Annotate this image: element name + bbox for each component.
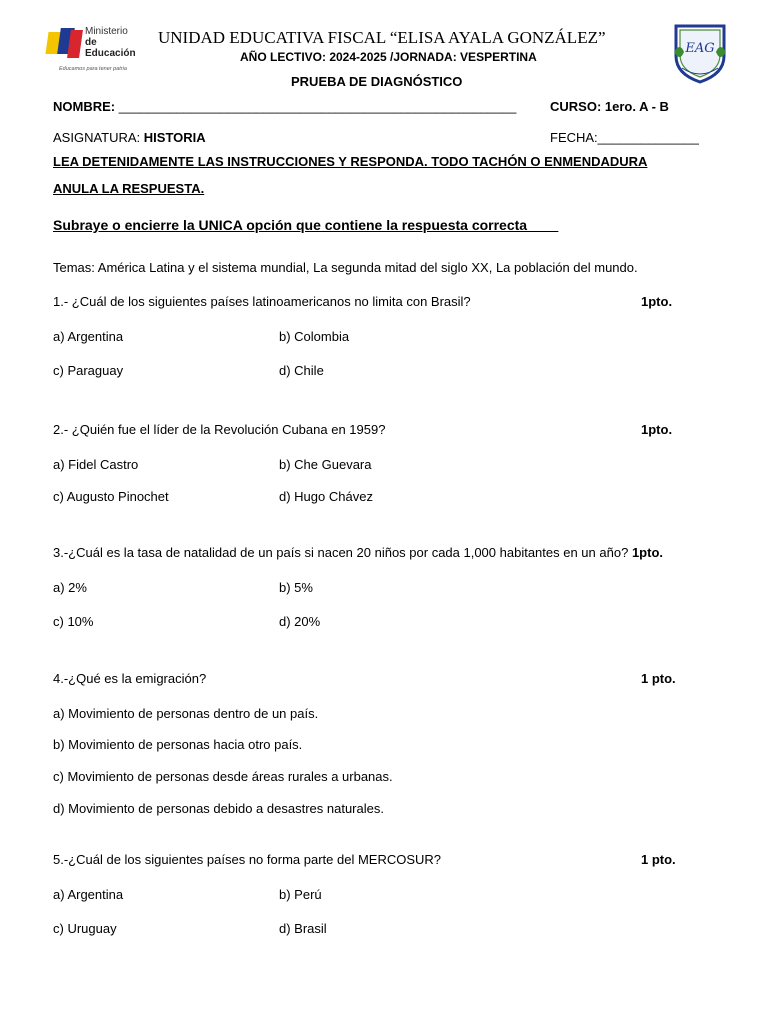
question-2-points: 1pto.: [641, 422, 673, 437]
temas-line: Temas: América Latina y el sistema mundial, La segunda mitad del siglo XX, La población del mundo.: [53, 260, 638, 275]
question-5-points: 1 pto.: [641, 852, 676, 867]
q4-option-d[interactable]: d) Movimiento de personas debido a desastres naturales.: [53, 801, 384, 816]
q4-option-c[interactable]: c) Movimiento de personas desde áreas rurales a urbanas.: [53, 769, 393, 784]
question-4: 4.-¿Qué es la emigración?: [53, 671, 207, 686]
ministerio-flag-icon: [47, 26, 81, 58]
q3-option-c[interactable]: c) 10%: [53, 614, 94, 629]
q3-option-a[interactable]: a) 2%: [53, 580, 87, 595]
logo-tagline: Educamos para tener patria: [59, 66, 127, 72]
logo-line-2: de Educación: [85, 37, 136, 59]
q1-option-a[interactable]: a) Argentina: [53, 329, 124, 344]
q5-option-d[interactable]: d) Brasil: [279, 921, 327, 936]
q5-option-a[interactable]: a) Argentina: [53, 887, 124, 902]
school-year: AÑO LECTIVO: 2024-2025 /JORNADA: VESPERTINA: [240, 50, 537, 64]
q2-option-d[interactable]: d) Hugo Chávez: [279, 489, 373, 504]
q4-option-a[interactable]: a) Movimiento de personas dentro de un país.: [53, 706, 319, 721]
question-2: 2.- ¿Quién fue el líder de la Revolución Cubana en 1959?: [53, 422, 386, 437]
q3-option-d[interactable]: d) 20%: [279, 614, 321, 629]
fecha-field[interactable]: FECHA:______________: [550, 130, 699, 145]
question-4-points: 1 pto.: [641, 671, 676, 686]
q1-option-c[interactable]: c) Paraguay: [53, 363, 124, 378]
instructions-line-1: LEA DETENIDAMENTE LAS INSTRUCCIONES Y RESPONDA. TODO TACHÓN O ENMENDADURA: [53, 154, 648, 169]
svg-text:EAG: EAG: [685, 41, 715, 56]
q5-option-b[interactable]: b) Perú: [279, 887, 322, 902]
school-crest-icon: [670, 22, 730, 84]
asignatura-label: ASIGNATURA:: [53, 130, 141, 145]
q3-option-b[interactable]: b) 5%: [279, 580, 313, 595]
asignatura-field: [53, 130, 206, 145]
question-1-points: 1pto.: [641, 294, 673, 309]
question-3-text: 3.-¿Cuál es la tasa de natalidad de un país si nacen 20 niños por cada 1,000 habitantes en un año?: [53, 545, 629, 560]
question-3-points: 1pto.: [631, 545, 663, 560]
nombre-line: _______________________________________________________: [118, 99, 517, 114]
nombre-field[interactable]: [53, 99, 516, 114]
asignatura-value: HISTORIA: [143, 130, 206, 145]
q2-option-b[interactable]: b) Che Guevara: [279, 457, 372, 472]
question-3: [53, 545, 663, 560]
exam-title: PRUEBA DE DIAGNÓSTICO: [291, 74, 463, 89]
q4-option-b[interactable]: b) Movimiento de personas hacia otro país.: [53, 737, 303, 752]
curso-label: CURSO: 1ero. A - B: [550, 99, 669, 114]
q1-option-d[interactable]: d) Chile: [279, 363, 324, 378]
instructions-line-2: ANULA LA RESPUESTA.: [53, 181, 205, 196]
subrayar-instruction: Subraye o encierre la UNICA opción que contiene la respuesta correcta____: [53, 217, 559, 233]
logo-line-1: Ministerio: [85, 26, 128, 37]
q2-option-c[interactable]: c) Augusto Pinochet: [53, 489, 169, 504]
q5-option-c[interactable]: c) Uruguay: [53, 921, 117, 936]
q1-option-b[interactable]: b) Colombia: [279, 329, 350, 344]
school-name: UNIDAD EDUCATIVA FISCAL “ELISA AYALA GONZÁLEZ”: [158, 28, 606, 47]
question-1: 1.- ¿Cuál de los siguientes países latinoamericanos no limita con Brasil?: [53, 294, 471, 309]
q2-option-a[interactable]: a) Fidel Castro: [53, 457, 139, 472]
question-5: 5.-¿Cuál de los siguientes países no forma parte del MERCOSUR?: [53, 852, 442, 867]
ministerio-logo: [47, 24, 137, 76]
nombre-label: NOMBRE:: [53, 99, 116, 114]
